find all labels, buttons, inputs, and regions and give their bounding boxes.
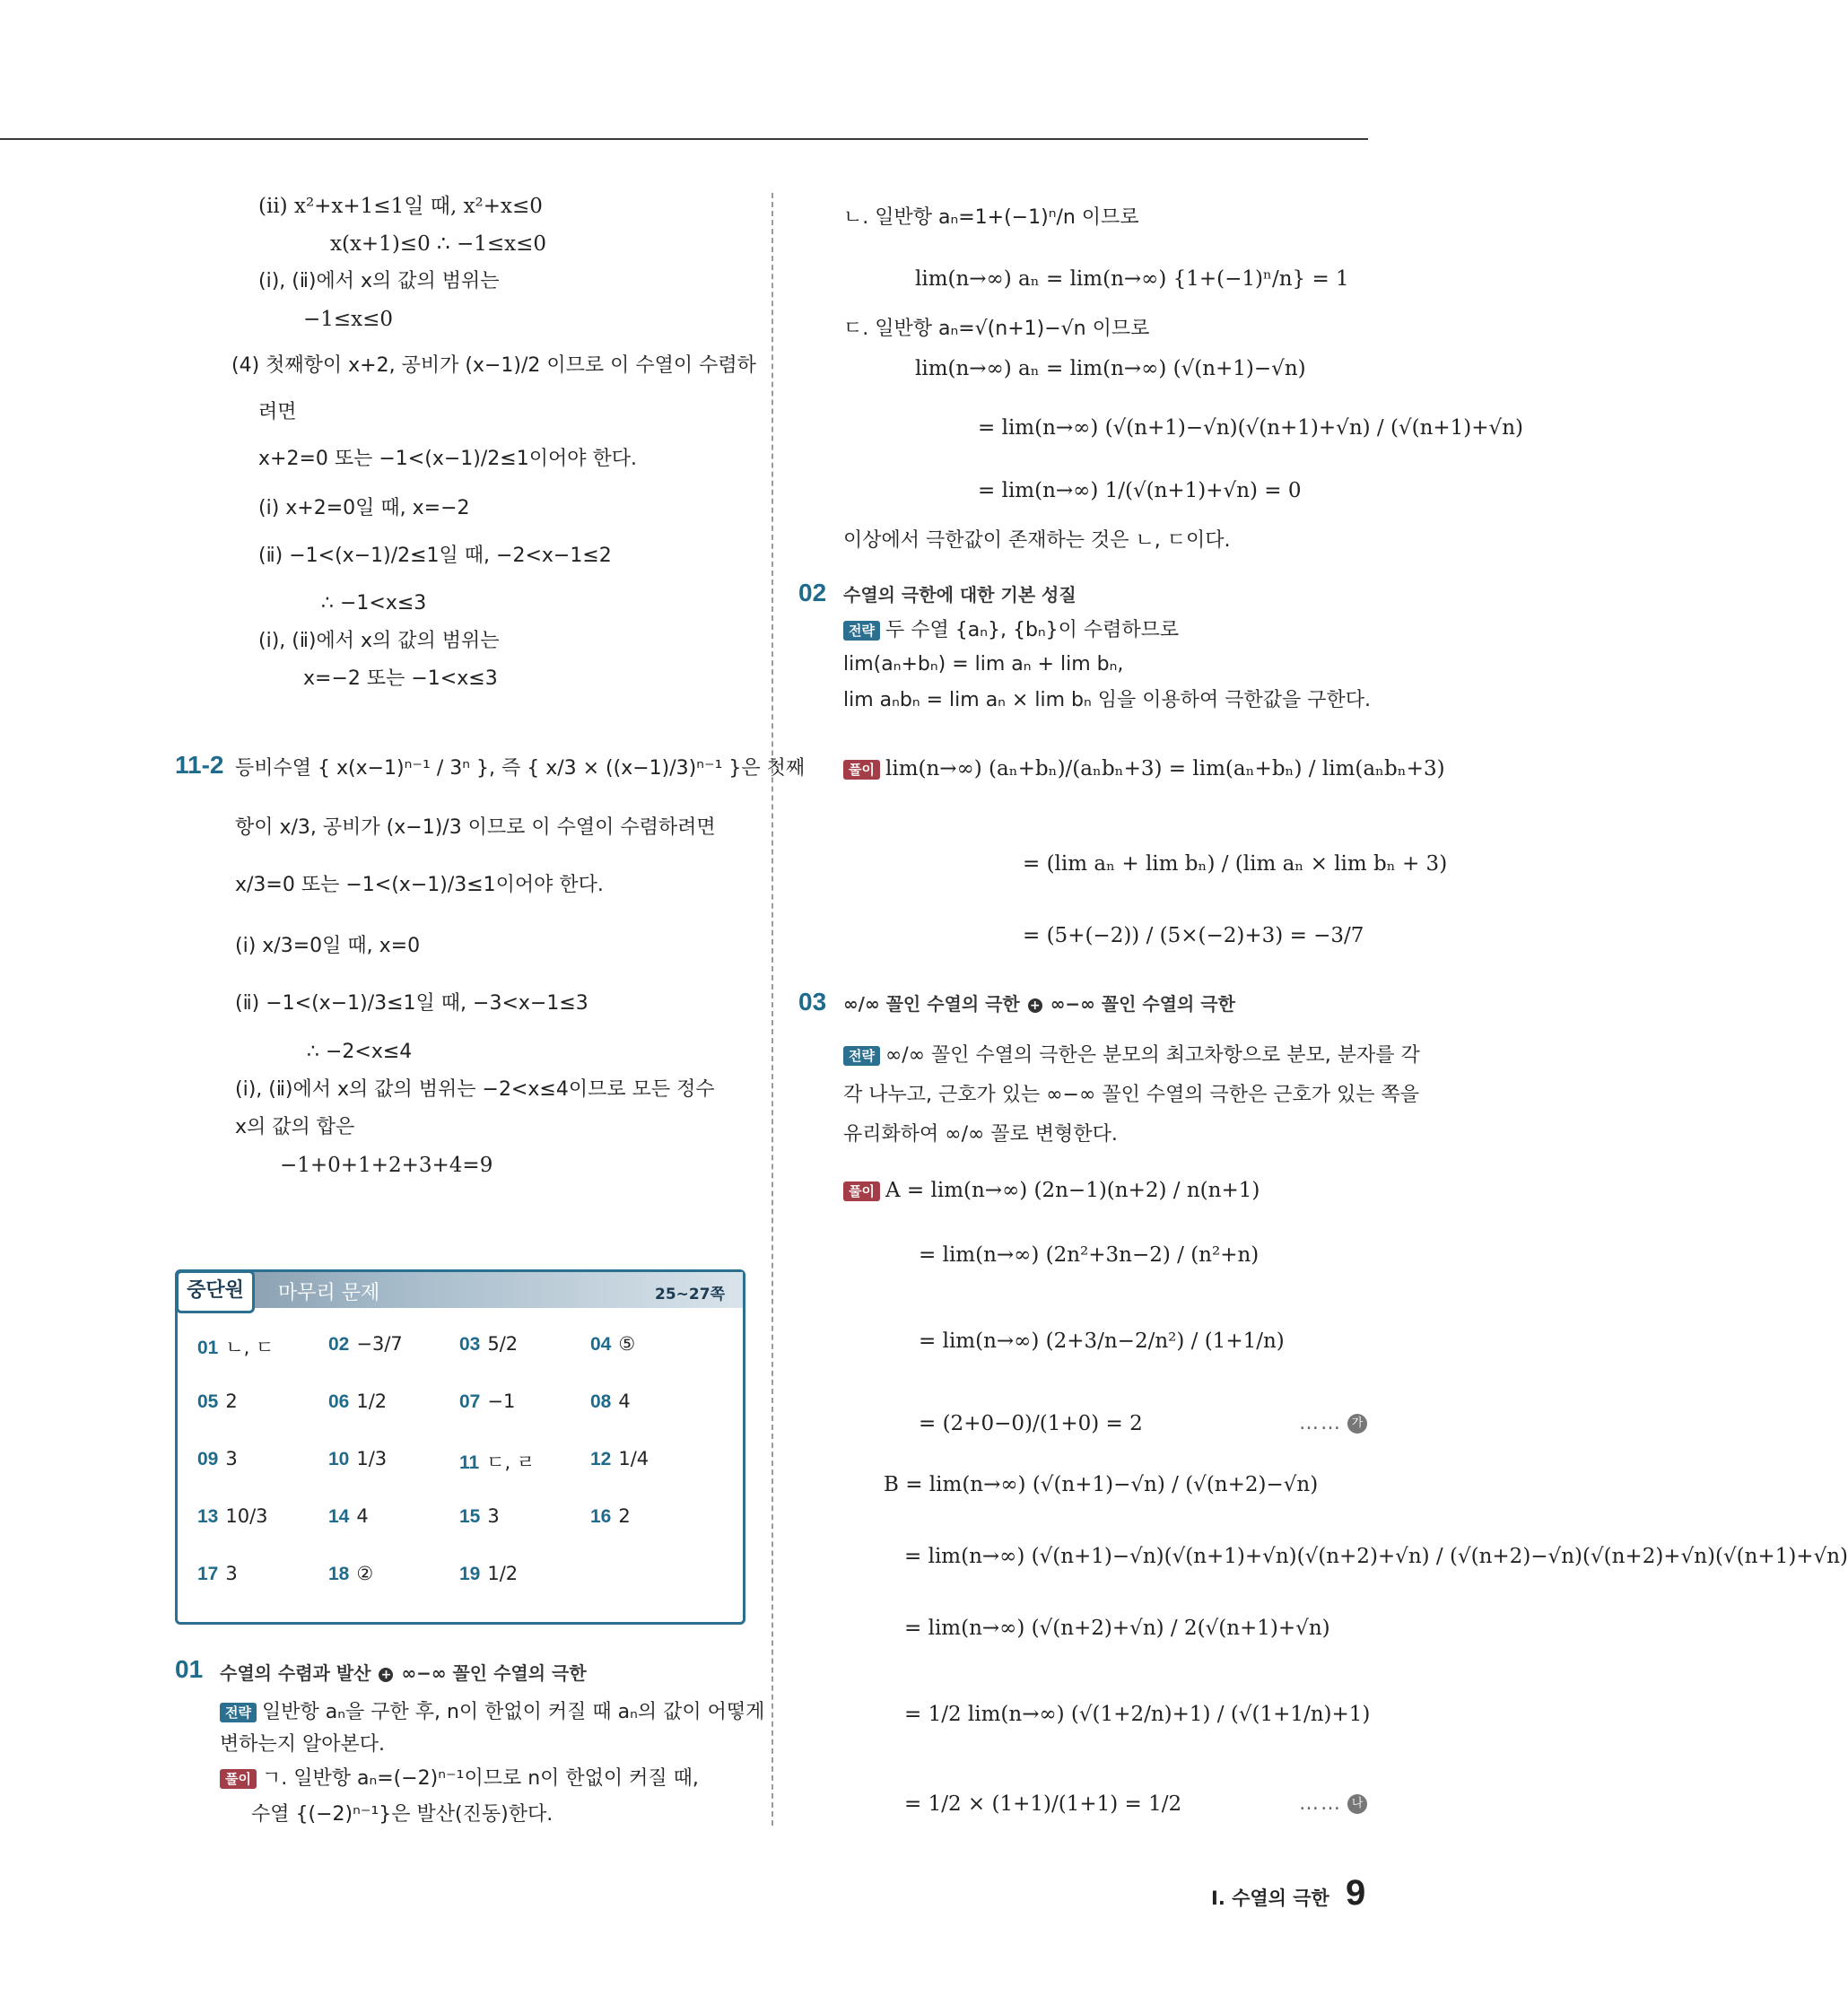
strategy-tag: 전략 [220,1703,257,1722]
plus-icon: + [1028,998,1042,1013]
solution-line: 풀이 A = lim(n→∞) (2n−1)(n+2) / n(n+1) [843,1177,1260,1204]
solution-line: = lim(n→∞) (2n²+3n−2) / (n²+n) [919,1243,1260,1267]
section-title: 수열의 극한에 대한 기본 성질 [843,584,1077,606]
solution-line: x+2=0 또는 −1<(x−1)/2≤1이어야 한다. [258,448,637,470]
solution-line: lim(n→∞) aₙ = lim(n→∞) {1+(−1)ⁿ/n} = 1 [915,267,1349,291]
column-divider [771,193,773,1826]
answer-item: 03 5/2 [459,1333,519,1355]
answer-item: 14 4 [328,1505,369,1527]
solution-line: B = lim(n→∞) (√(n+1)−√n) / (√(n+2)−√n) [884,1473,1319,1496]
solution-line: = lim(n→∞) (√(n+2)+√n) / 2(√(n+1)+√n) [904,1617,1330,1640]
solution-line: x=−2 또는 −1<x≤3 [303,667,498,690]
solution-line: −1≤x≤0 [303,308,394,331]
solution-line: 풀이 ㄱ. 일반항 aₙ=(−2)ⁿ⁻¹이므로 n이 한없이 커질 때, [220,1766,699,1792]
answer-box [175,1269,745,1625]
solution-line: = lim(n→∞) (√(n+1)−√n)(√(n+1)+√n) / (√(n+1)+√n) [978,416,1523,440]
answer-box-header [178,1272,743,1308]
solution-line: ∴ −1<x≤3 [321,592,427,615]
solution-line: = (lim aₙ + lim bₙ) / (lim aₙ × lim bₙ + 3) [1023,852,1448,876]
strategy-line: 전략 ∞/∞ 꼴인 수열의 극한은 분모의 최고차항으로 분모, 분자를 각 [843,1042,1420,1069]
marker-icon: 나 [1347,1794,1367,1814]
problem-number: 11-2 [175,751,224,779]
section-title: 수열의 수렴과 발산 + ∞−∞ 꼴인 수열의 극한 [220,1662,587,1684]
solution-line: = (2+0−0)/(1+0) = 2 [919,1412,1143,1435]
strategy-line: 전략 두 수열 {aₙ}, {bₙ}이 수렴하므로 [843,617,1179,644]
solution-line: 풀이 lim(n→∞) (aₙ+bₙ)/(aₙbₙ+3) = lim(aₙ+bₙ) / lim(aₙbₙ+3) [843,755,1445,782]
problem-line: 등비수열 { x(x−1)ⁿ⁻¹ / 3ⁿ }, 즉 { x/3 × ((x−1)/3)ⁿ⁻¹ }은 첫째 [235,757,806,780]
strategy-tag: 전략 [843,1046,880,1066]
solution-tag: 풀이 [843,760,880,780]
solution-line: = 1/2 lim(n→∞) (√(1+2/n)+1) / (√(1+1/n)+1) [904,1703,1371,1726]
answer-item: 15 3 [459,1505,500,1527]
answer-item: 07 −1 [459,1391,516,1412]
section-number: 01 [175,1655,204,1683]
page-number: 9 [1346,1873,1366,1913]
strategy-line: 전략 일반항 aₙ을 구한 후, n이 한없이 커질 때 aₙ의 값이 어떻게 [220,1699,764,1726]
answer-item: 09 3 [197,1448,238,1469]
strategy-line: 변하는지 알아본다. [220,1733,386,1756]
section-number: 02 [798,579,827,606]
answer-box-title: 마무리 문제 [278,1282,380,1304]
solution-line: (ⅰ), (ⅱ)에서 x의 값의 범위는 [258,630,500,652]
solution-line: (ⅰ), (ⅱ)에서 x의 값의 범위는 [258,270,500,292]
solution-line: 이상에서 극한값이 존재하는 것은 ㄴ, ㄷ이다. [843,529,1231,552]
solution-line: 수열 {(−2)ⁿ⁻¹}은 발산(진동)한다. [251,1803,554,1826]
problem-line: (ⅱ) −1<(x−1)/3≤1일 때, −3<x−1≤3 [235,992,588,1015]
answer-item: 10 1/3 [328,1448,388,1469]
section-number: 03 [798,988,827,1016]
answer-item: 13 10/3 [197,1505,268,1527]
strategy-line: 각 나누고, 근호가 있는 ∞−∞ 꼴인 수열의 극한은 근호가 있는 쪽을 [843,1084,1420,1106]
solution-line: = lim(n→∞) (2+3/n−2/n²) / (1+1/n) [919,1330,1285,1353]
solution-line: = (5+(−2)) / (5×(−2)+3) = −3/7 [1023,924,1364,947]
strategy-line: lim aₙbₙ = lim aₙ × lim bₙ 임을 이용하여 극한값을 구한다. [843,689,1371,711]
answer-item: 04 ⑤ [590,1333,636,1355]
solution-line: lim(n→∞) aₙ = lim(n→∞) (√(n+1)−√n) [915,357,1306,380]
solution-line: (ⅱ) −1<(x−1)/2≤1일 때, −2<x−1≤2 [258,545,612,567]
solution-line: (ⅱ) x²+x+1≤1일 때, x²+x≤0 [258,195,543,218]
problem-line: (ⅰ) x/3=0일 때, x=0 [235,935,421,957]
solution-tag: 풀이 [220,1769,257,1789]
answer-item: 16 2 [590,1505,631,1527]
solution-line: (4) 첫째항이 x+2, 공비가 (x−1)/2 이므로 이 수열이 수렴하 [231,354,756,377]
marker-ga: …… 가 [1299,1410,1367,1437]
problem-line: 항이 x/3, 공비가 (x−1)/3 이므로 이 수열이 수렴하려면 [235,816,716,839]
strategy-tag: 전략 [843,621,880,641]
solution-line: = lim(n→∞) 1/(√(n+1)+√n) = 0 [978,479,1302,502]
problem-line: ∴ −2<x≤4 [307,1041,413,1063]
solution-line: ㄷ. 일반항 aₙ=√(n+1)−√n 이므로 [843,318,1150,340]
strategy-line: 유리화하여 ∞/∞ 꼴로 변형한다. [843,1123,1118,1146]
answer-item: 02 −3/7 [328,1333,403,1355]
problem-line: x의 값의 합은 [235,1116,355,1138]
top-rule [0,138,1368,140]
solution-line: ㄴ. 일반항 aₙ=1+(−1)ⁿ/n 이므로 [843,206,1139,229]
solution-line: x(x+1)≤0 ∴ −1≤x≤0 [330,232,547,256]
section-title: ∞/∞ 꼴인 수열의 극한 + ∞−∞ 꼴인 수열의 극한 [843,993,1235,1015]
answer-item: 19 1/2 [459,1563,519,1584]
answer-item: 06 1/2 [328,1391,388,1412]
answer-item: 05 2 [197,1391,238,1412]
answer-item: 12 1/4 [590,1448,649,1469]
answer-item: 01 ㄴ, ㄷ [197,1337,275,1358]
problem-line: x/3=0 또는 −1<(x−1)/3≤1이어야 한다. [235,874,604,896]
marker-icon: 가 [1347,1414,1367,1434]
plus-icon: + [379,1668,393,1682]
answer-box-pages: 25~27쪽 [655,1286,725,1303]
answer-item: 11 ㄷ, ㄹ [459,1452,536,1473]
answer-box-chip: 중단원 [176,1270,255,1313]
strategy-line: lim(aₙ+bₙ) = lim aₙ + lim bₙ, [843,653,1124,676]
solution-line: 려면 [258,401,297,423]
problem-line: −1+0+1+2+3+4=9 [280,1154,493,1177]
solution-line: = 1/2 × (1+1)/(1+1) = 1/2 [904,1792,1182,1816]
marker-na: …… 나 [1299,1791,1367,1818]
solution-line: (ⅰ) x+2=0일 때, x=−2 [258,497,470,519]
answer-item: 08 4 [590,1391,631,1412]
problem-line: (ⅰ), (ⅱ)에서 x의 값의 범위는 −2<x≤4이므로 모든 정수 [235,1078,715,1101]
solution-line: = lim(n→∞) (√(n+1)−√n)(√(n+1)+√n)(√(n+2)+√n) / (√(n+2)−√n)(√(n+2)+√n)(√(n+1)+√n) [904,1545,1848,1568]
chapter-title: Ⅰ. 수열의 극한 [1211,1888,1329,1909]
answer-item: 17 3 [197,1563,238,1584]
answer-item: 18 ② [328,1563,374,1584]
solution-tag: 풀이 [843,1181,880,1201]
